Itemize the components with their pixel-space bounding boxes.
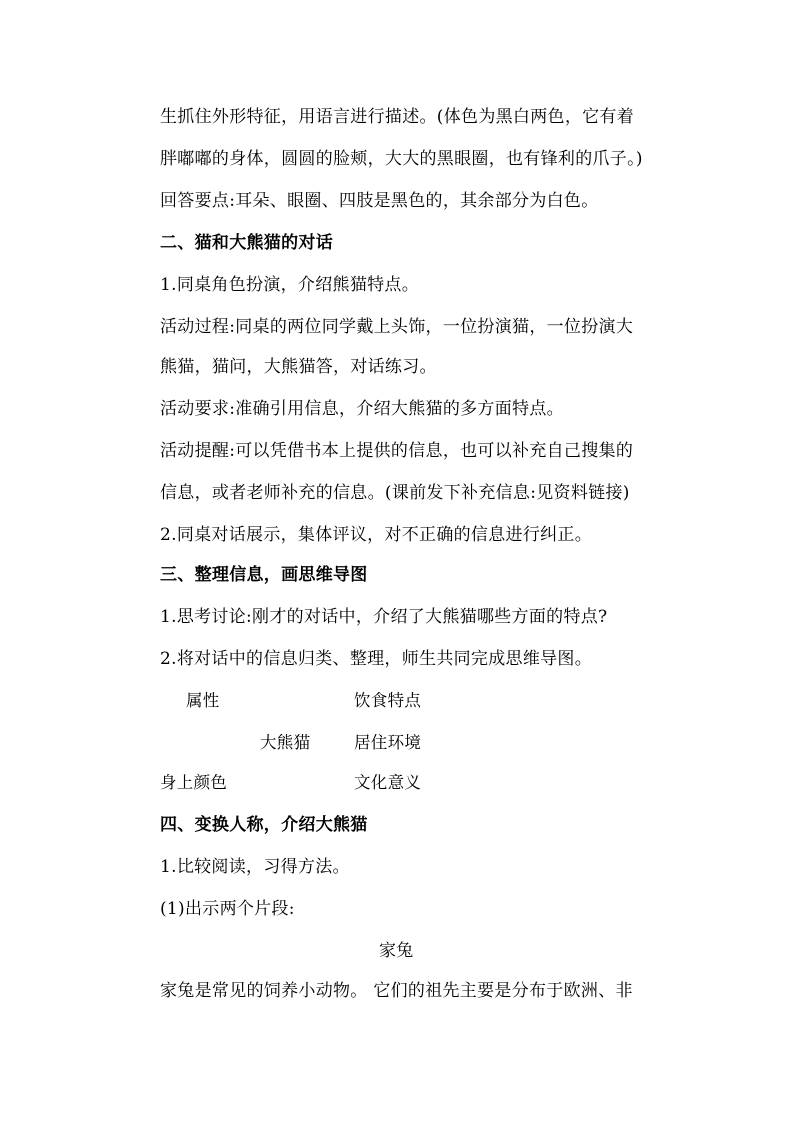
paragraph-item: 1.同桌角色扮演，介绍熊猫特点。 — [160, 275, 420, 295]
excerpt-title: 家兔 — [379, 941, 414, 961]
mind-map-node-body-color: 身上颜色 — [160, 773, 228, 792]
paragraph-item: (1)出示两个片段: — [160, 899, 295, 919]
paragraph-line: 信息，或者老师补充的信息。(课前发下补充信息:见资料链接) — [160, 483, 630, 503]
section-heading-4: 四、变换人称，介绍大熊猫 — [160, 815, 368, 835]
paragraph-item: 1.思考讨论:刚才的对话中，介绍了大熊猫哪些方面的特点? — [160, 607, 608, 627]
mind-map-node-habitat: 居住环境 — [354, 733, 422, 752]
mind-map-node-diet: 饮食特点 — [354, 691, 422, 710]
section-heading-2: 二、猫和大熊猫的对话 — [160, 233, 333, 253]
paragraph-line: 熊猫，猫问，大熊猫答，对话练习。 — [160, 357, 437, 377]
paragraph-item: 2.将对话中的信息归类、整理，师生共同完成思维导图。 — [160, 649, 593, 669]
paragraph-line: 活动过程:同桌的两位同学戴上头饰，一位扮演猫，一位扮演大 — [160, 317, 634, 337]
paragraph-line: 胖嘟嘟的身体，圆圆的脸颊，大大的黑眼圈，也有锋利的爪子。) — [160, 149, 643, 169]
mind-map-node-attribute: 属性 — [186, 691, 220, 710]
paragraph-activity-requirement: 活动要求:准确引用信息，介绍大熊猫的多方面特点。 — [160, 399, 564, 419]
mind-map-center: 大熊猫 — [260, 733, 311, 752]
paragraph-line: 活动提醒:可以凭借书本上提供的信息，也可以补充自己搜集的 — [160, 441, 634, 461]
mind-map-node-culture: 文化意义 — [354, 773, 422, 792]
paragraph-line: 家兔是常见的饲养小动物。 它们的祖先主要是分布于欧洲、非 — [160, 981, 633, 1001]
paragraph-item: 2.同桌对话展示，集体评议，对不正确的信息进行纠正。 — [160, 525, 593, 545]
paragraph-item: 1.比较阅读，习得方法。 — [160, 857, 350, 877]
section-heading-3: 三、整理信息，画思维导图 — [160, 565, 368, 585]
paragraph-line: 生抓住外形特征，用语言进行描述。(体色为黑白两色，它有着 — [160, 107, 635, 127]
paragraph-answer-points: 回答要点:耳朵、眼圈、四肢是黑色的，其余部分为白色。 — [160, 191, 599, 211]
